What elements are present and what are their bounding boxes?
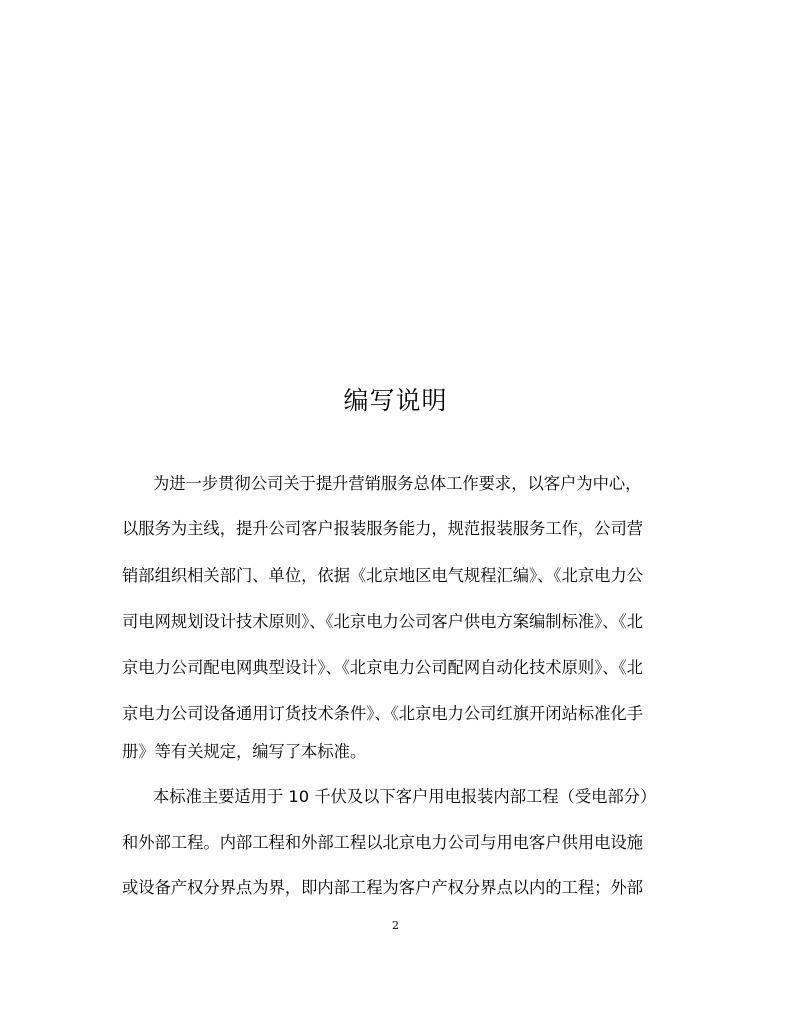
page-number: 2 [392, 919, 399, 932]
paragraph-line: 以服务为主线，提升公司客户报装服务能力，规范报装服务工作，公司营 [122, 519, 644, 538]
paragraph-line: 京电力公司配电网典型设计》、《北京电力公司配网自动化技术原则》、《北 [122, 658, 643, 677]
paragraph-line: 京电力公司设备通用订货技术条件》、《北京电力公司红旗开闭站标准化手 [122, 704, 643, 723]
paragraph-line: 司电网规划设计技术原则》、《北京电力公司客户供电方案编制标准》、《北 [122, 612, 643, 631]
paragraph-line: 为进一步贯彻公司关于提升营销服务总体工作要求，以客户为中心， [153, 474, 642, 493]
page-title: 编写说明 [343, 386, 448, 415]
paragraph-line: 销部组织相关部门、单位，依据《北京地区电气规程汇编》、《北京电力公 [122, 566, 643, 585]
paragraph-line: 和外部工程。内部工程和外部工程以北京电力公司与用电客户供用电设施 [122, 833, 644, 852]
paragraph-line: 本标准主要适用于 10 千伏及以下客户用电报装内部工程（受电部分） [153, 787, 657, 806]
paragraph-line: 或设备产权分界点为界，即内部工程为客户产权分界点以内的工程；外部 [122, 878, 644, 897]
paragraph-line: 册》等有关规定，编写了本标准。 [122, 742, 367, 761]
